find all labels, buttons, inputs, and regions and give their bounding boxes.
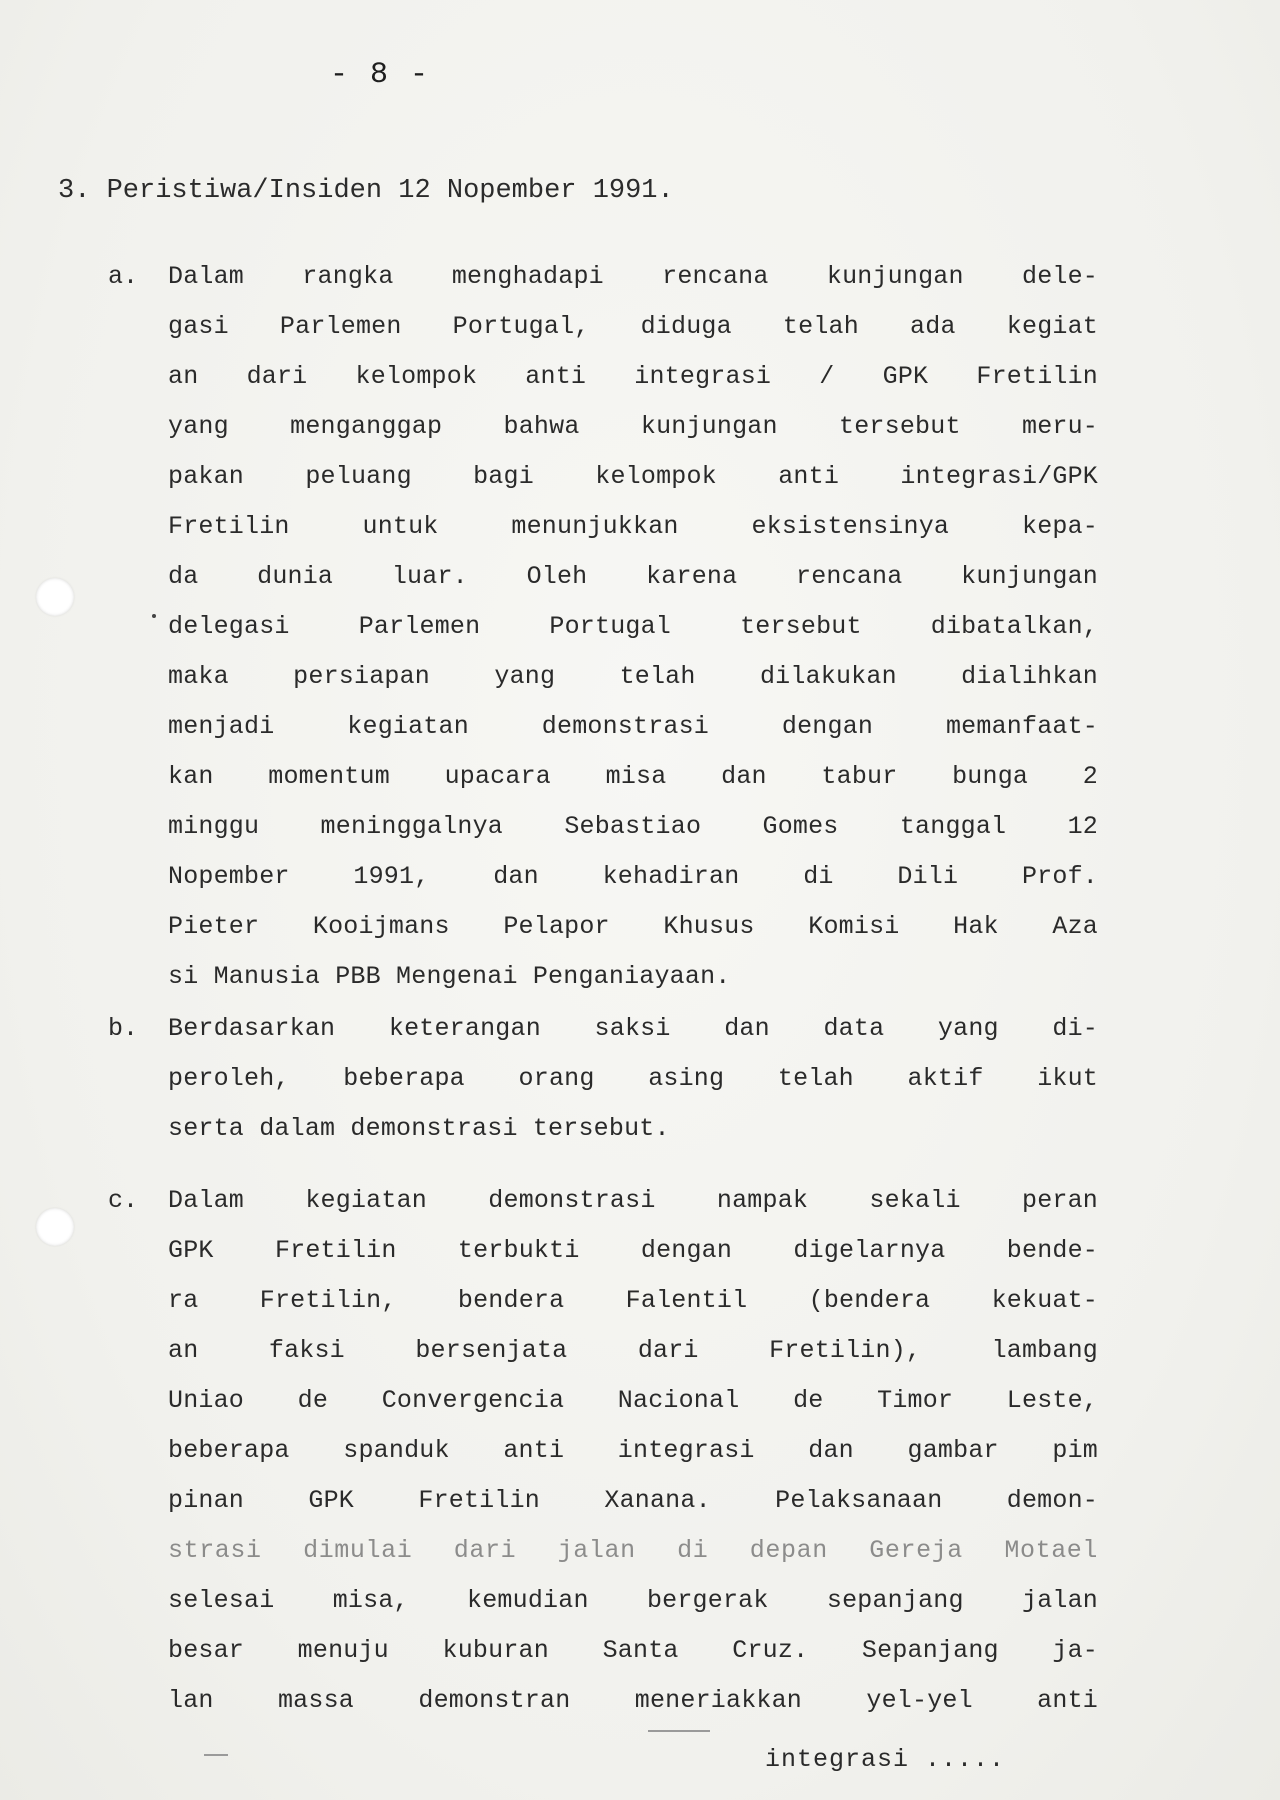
text-line: da dunia luar. Oleh karena rencana kunjungan (168, 562, 1098, 591)
item-marker: c. (108, 1186, 139, 1215)
text-line: delegasi Parlemen Portugal tersebut dibatalkan, (168, 612, 1098, 641)
text-line: Dalam kegiatan demonstrasi nampak sekali peran (168, 1186, 1098, 1215)
item-paragraph (168, 252, 1098, 1002)
punch-hole (36, 578, 74, 616)
item-marker: b. (108, 1014, 139, 1043)
text-line: an faksi bersenjata dari Fretilin), lambang (168, 1336, 1098, 1365)
continuation-catchword: integrasi ..... (765, 1745, 1006, 1774)
text-line: Berdasarkan keterangan saksi dan data yang di- (168, 1014, 1098, 1043)
text-line: pinan GPK Fretilin Xanana. Pelaksanaan demon- (168, 1486, 1098, 1515)
page-number: - 8 - (329, 58, 430, 92)
footer-dash (204, 1754, 228, 1756)
item-paragraph (168, 1004, 1098, 1154)
text-line: beberapa spanduk anti integrasi dan gambar pim (168, 1436, 1098, 1465)
text-line: pakan peluang bagi kelompok anti integrasi/GPK (168, 462, 1098, 491)
text-line: si Manusia PBB Mengenai Penganiayaan. (168, 962, 731, 991)
text-line: selesai misa, kemudian bergerak sepanjang jalan (168, 1586, 1098, 1615)
text-line: Dalam rangka menghadapi rencana kunjungan dele- (168, 262, 1098, 291)
text-line: minggu meninggalnya Sebastiao Gomes tanggal 12 (168, 812, 1098, 841)
text-line: yang menganggap bahwa kunjungan tersebut meru- (168, 412, 1098, 441)
item-marker: a. (108, 262, 139, 291)
text-line: besar menuju kuburan Santa Cruz. Sepanjang ja- (168, 1636, 1098, 1665)
section-heading (58, 176, 674, 206)
text-line: an dari kelompok anti integrasi / GPK Fretilin (168, 362, 1098, 391)
punch-hole (36, 1208, 74, 1246)
text-line: strasi dimulai dari jalan di depan Gereja Motael (168, 1536, 1098, 1565)
text-line: serta dalam demonstrasi tersebut. (168, 1114, 670, 1143)
text-line: Uniao de Convergencia Nacional de Timor Leste, (168, 1386, 1098, 1415)
text-line: Pieter Kooijmans Pelapor Khusus Komisi Hak Aza (168, 912, 1098, 941)
footer-dash (648, 1730, 710, 1732)
section-title: Peristiwa/Insiden 12 Nopember 1991. (106, 176, 674, 206)
text-line: ra Fretilin, bendera Falentil (bendera kekuat- (168, 1286, 1098, 1315)
text-line: menjadi kegiatan demonstrasi dengan memanfaat- (168, 712, 1098, 741)
section-number: 3. (58, 176, 91, 206)
text-line: Nopember 1991, dan kehadiran di Dili Prof. (168, 862, 1098, 891)
text-line: GPK Fretilin terbukti dengan digelarnya bende- (168, 1236, 1098, 1265)
text-line: gasi Parlemen Portugal, diduga telah ada kegiat (168, 312, 1098, 341)
item-paragraph (168, 1176, 1098, 1726)
stray-ink-mark (152, 614, 156, 618)
text-line: Fretilin untuk menunjukkan eksistensinya kepa- (168, 512, 1098, 541)
text-line: peroleh, beberapa orang asing telah aktif ikut (168, 1064, 1098, 1093)
text-line: kan momentum upacara misa dan tabur bunga 2 (168, 762, 1098, 791)
text-line: lan massa demonstran meneriakkan yel-yel anti (168, 1686, 1098, 1715)
text-line: maka persiapan yang telah dilakukan dialihkan (168, 662, 1098, 691)
